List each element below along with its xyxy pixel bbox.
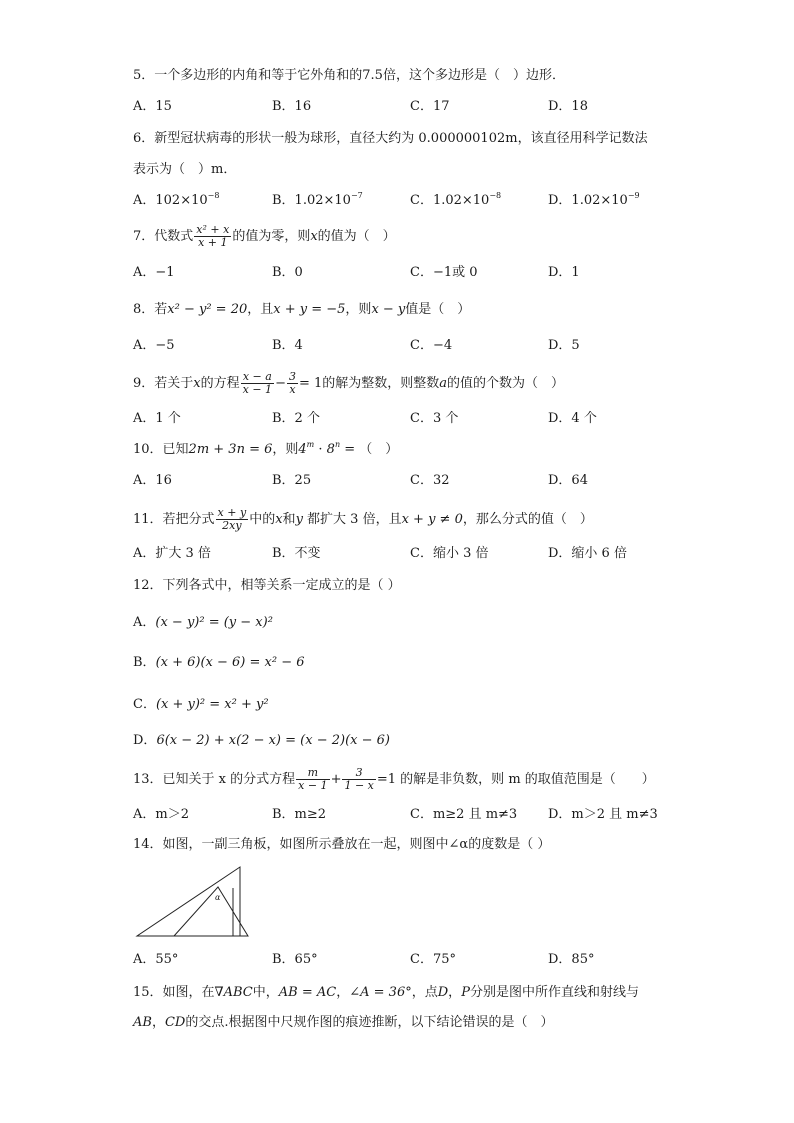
q12-option-c[interactable] (133, 695, 269, 715)
q12-option-b[interactable] (133, 653, 305, 673)
q9-option-c[interactable]: C．3 个 (410, 411, 459, 426)
q15-mid3: ，点 (411, 985, 438, 1000)
q11-frac-den: 2xy (222, 519, 242, 532)
q9-var2: a (439, 376, 448, 391)
q14-large-triangle (137, 867, 240, 936)
q10-suffix: = （ ） (340, 442, 399, 457)
q6-option-a[interactable] (133, 191, 219, 211)
q10-expr-b: 8 (326, 442, 335, 457)
q6-d-exp: −9 (627, 191, 640, 200)
q14-option-d[interactable]: D．85° (548, 952, 595, 967)
q10-expr-a: 4 (298, 442, 307, 457)
q15-prefix: 15．如图，在 (133, 985, 215, 1000)
q14-option-c[interactable]: C．75° (410, 952, 456, 967)
q8-mid1: ，且 (247, 302, 274, 317)
q15-mid2: ， (336, 985, 350, 1000)
q11-frac-num: x + y (217, 506, 247, 519)
question-6-stem-line1: 6．新型冠状病毒的形状一般为球形，直径大约为 0.000000102m，该直径用科学记数法 (133, 131, 648, 146)
q9-minus: − (275, 376, 286, 391)
q7-mid: 的值为零，则 (232, 229, 311, 244)
q9-f1-den: x − 1 (242, 383, 273, 396)
q11-mid3: 都扩大 3 倍，且 (302, 512, 402, 527)
q11-option-c[interactable]: C．缩小 3 倍 (410, 546, 489, 561)
q9-option-a[interactable]: A．1 个 (133, 411, 181, 426)
q8-mid2: ，则 (345, 302, 372, 317)
q13-option-b[interactable]: B．m≥2 (272, 807, 327, 822)
q15-suffix2: 的交点.根据图中尺规作图的痕迹推断，以下结论错误的是（ ） (185, 1015, 554, 1030)
q8-option-b[interactable]: B．4 (272, 338, 303, 353)
q14-inner-triangle (174, 887, 248, 936)
q7-option-a[interactable]: A．−1 (133, 265, 175, 280)
q9-f2-den: x (289, 383, 296, 396)
q8-eq1: x² − y² = 20 (167, 302, 248, 317)
q12-b-expr: (x + 6)(x − 6) = x² − 6 (155, 655, 305, 670)
q12-a-expr: (x − y)² = (y − x)² (155, 615, 273, 630)
question-15-stem-line2 (133, 1013, 553, 1033)
q13-fraction-2 (342, 767, 375, 792)
q10-prefix: 10．已知 (133, 442, 189, 457)
q14-option-b[interactable]: B．65° (272, 952, 318, 967)
q9-eq: = 1 (298, 376, 323, 391)
q11-var2: y (295, 512, 303, 527)
q6-b-base: B．1.02×10 (272, 193, 351, 208)
q13-f1-num: m (296, 767, 329, 780)
q5-option-c[interactable]: C．17 (410, 99, 450, 114)
q7-option-d[interactable]: D．1 (548, 265, 580, 280)
q11-fraction (216, 507, 249, 532)
q12-a-label: A． (133, 615, 156, 630)
q9-mid2: 的解为整数，则整数 (322, 376, 440, 391)
question-7-stem (133, 224, 396, 249)
q6-c-exp: −8 (489, 191, 502, 200)
q10-mid: ，则 (272, 442, 299, 457)
q9-f2-num: 3 (288, 370, 296, 383)
q11-option-a[interactable]: A．扩大 3 倍 (133, 546, 211, 561)
question-15-stem-line1 (133, 983, 639, 1003)
q9-var: x (193, 376, 201, 391)
q12-d-label: D． (133, 733, 157, 748)
q7-option-b[interactable]: B．0 (272, 265, 303, 280)
q10-dot: · (314, 442, 327, 457)
q6-a-base: A．102×10 (133, 193, 208, 208)
q15-pt2: P (461, 985, 470, 1000)
q13-option-d[interactable]: D．m＞2 且 m≠3 (548, 807, 658, 822)
q14-triangle-figure (130, 862, 255, 942)
q5-option-d[interactable]: D．18 (548, 99, 588, 114)
q12-d-expr: 6(x − 2) + x(2 − x) = (x − 2)(x − 6) (156, 733, 390, 748)
q10-option-a[interactable]: A．16 (133, 473, 172, 488)
q11-suffix: ，那么分式的值（ ） (462, 512, 593, 527)
q13-plus: + (330, 772, 342, 787)
q15-triangle: ∇ABC (214, 985, 253, 1000)
question-9-stem (133, 371, 564, 396)
q6-a-exp: −8 (207, 191, 220, 200)
q10-option-d[interactable]: D．64 (548, 473, 588, 488)
q15-eq2: ∠A = 36° (349, 985, 412, 1000)
q13-prefix: 13．已知关于 x 的分式方程 (133, 772, 296, 787)
q15-seg2: CD (164, 1015, 186, 1030)
q13-suffix: =1 的解是非负数，则 m 的取值范围是（ ） (376, 772, 655, 787)
question-8-stem (133, 300, 470, 320)
q13-option-c[interactable]: C．m≥2 且 m≠3 (410, 807, 518, 822)
question-6-stem-line2: 表示为（ ）m． (133, 162, 237, 177)
q11-mid1: 中的 (249, 512, 276, 527)
q12-c-expr: (x + y)² = x² + y² (155, 697, 269, 712)
q8-eq3: x − y (371, 302, 406, 317)
q14-alpha-label: α (215, 893, 221, 902)
q10-eq: 2m + 3n = 6 (188, 442, 273, 457)
q9-prefix: 9．若关于 (133, 376, 194, 391)
q12-option-a[interactable] (133, 613, 273, 633)
q9-suffix: 的值的个数为（ ） (447, 376, 565, 391)
q7-frac-num: x² + x (196, 223, 230, 236)
q15-mid1: 中， (252, 985, 279, 1000)
question-11-stem (133, 507, 593, 532)
q13-option-a[interactable]: A．m＞2 (133, 807, 189, 822)
q7-suffix: 的值为（ ） (317, 229, 396, 244)
q15-mid5: ， (151, 1015, 165, 1030)
q6-d-base: D．1.02×10 (548, 193, 628, 208)
q9-fraction-1 (241, 371, 274, 396)
q15-pt1: D (437, 985, 449, 1000)
q11-option-d[interactable]: D．缩小 6 倍 (548, 546, 627, 561)
q6-option-b[interactable] (272, 191, 363, 211)
q7-prefix: 7．代数式 (133, 229, 194, 244)
q11-mid2: 和 (282, 512, 296, 527)
question-14-stem: 14．如图，一副三角板，如图所示叠放在一起，则图中∠α的度数是（ ） (133, 837, 551, 852)
q8-suffix: 值是（ ） (405, 302, 471, 317)
q10-option-b[interactable]: B．25 (272, 473, 312, 488)
q7-option-c[interactable]: C．−1或 0 (410, 265, 478, 280)
q9-option-b[interactable]: B．2 个 (272, 411, 320, 426)
q7-fraction (194, 224, 231, 249)
q11-option-b[interactable]: B．不变 (272, 546, 321, 561)
q6-b-exp: −7 (350, 191, 363, 200)
q15-mid4: ， (448, 985, 462, 1000)
q12-b-label: B． (133, 655, 156, 670)
q7-var: x (310, 229, 318, 244)
q11-prefix: 11．若把分式 (133, 512, 215, 527)
q13-fraction-1 (296, 767, 329, 792)
q9-f1-num: x − a (241, 371, 274, 384)
q8-eq2: x + y = −5 (273, 302, 346, 317)
q13-f2-den: 1 − x (344, 779, 374, 792)
q8-prefix: 8．若 (133, 302, 168, 317)
q15-eq1: AB = AC (278, 985, 337, 1000)
question-13-stem (133, 767, 655, 792)
q6-option-d[interactable] (548, 191, 640, 211)
question-10-stem (133, 440, 398, 460)
q9-fraction-2 (287, 371, 298, 396)
q10-expr-b-exp: n (334, 440, 341, 449)
q6-c-base: C．1.02×10 (410, 193, 490, 208)
q15-seg1: AB (133, 1015, 152, 1030)
q8-option-c[interactable]: C．−4 (410, 338, 453, 353)
q9-mid1: 的方程 (200, 376, 240, 391)
q13-f2-num: 3 (342, 767, 375, 780)
q6-option-c[interactable] (410, 191, 501, 211)
q12-option-d[interactable] (133, 731, 390, 751)
q13-f1-den: x − 1 (298, 779, 328, 792)
q5-option-b[interactable]: B．16 (272, 99, 312, 114)
q8-option-a[interactable]: A．−5 (133, 338, 175, 353)
q14-option-a[interactable]: A．55° (133, 952, 179, 967)
question-5-stem: 5．一个多边形的内角和等于它外角和的7.5倍，这个多边形是（ ）边形． (133, 68, 565, 83)
q10-option-c[interactable]: C．32 (410, 473, 450, 488)
question-12-stem: 12．下列各式中，相等关系一定成立的是（ ） (133, 578, 401, 593)
q15-suffix1: 分别是图中所作直线和射线与 (469, 985, 639, 1000)
q12-c-label: C． (133, 697, 156, 712)
q11-var1: x (275, 512, 283, 527)
q11-cond: x + y ≠ 0 (401, 512, 463, 527)
q5-option-a[interactable]: A．15 (133, 99, 172, 114)
q10-expr-a-exp: m (306, 440, 315, 449)
q7-frac-den: x + 1 (198, 236, 228, 249)
q9-option-d[interactable]: D．4 个 (548, 411, 597, 426)
q8-option-d[interactable]: D．5 (548, 338, 580, 353)
